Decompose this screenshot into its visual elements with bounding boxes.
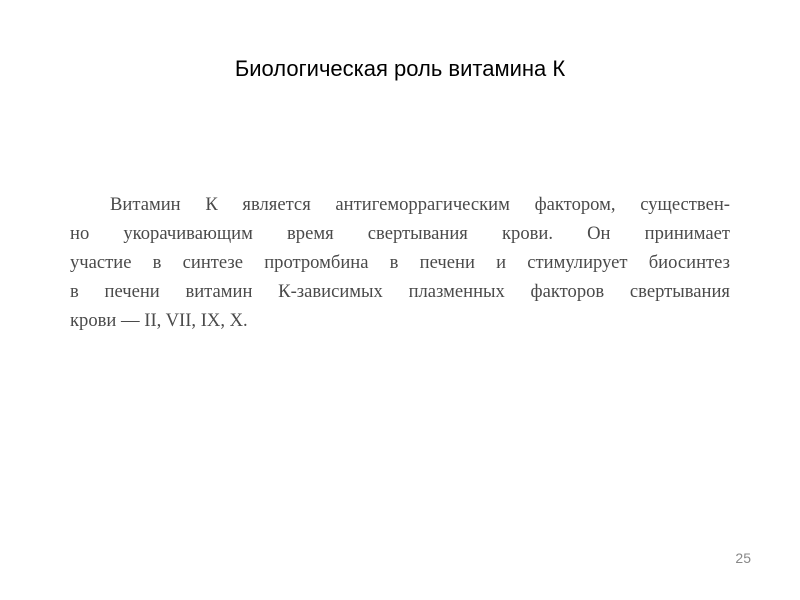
paragraph-line: но укорачивающим время свертывания крови. Он принимает bbox=[70, 223, 730, 244]
paragraph-line: Витамин К является антигеморрагическим фактором, существен- bbox=[110, 194, 730, 215]
paragraph-line: крови — II, VII, IX, X. bbox=[70, 310, 248, 331]
page-number: 25 bbox=[735, 550, 751, 566]
scanned-text-image bbox=[70, 190, 730, 350]
paragraph-line: участие в синтезе протромбина в печени и стимулирует биосинтез bbox=[70, 252, 730, 273]
body-paragraph bbox=[70, 190, 730, 335]
slide-title: Биологическая роль витамина К bbox=[234, 56, 566, 81]
paragraph-line: в печени витамин К-зависимых плазменных факторов свертывания bbox=[70, 281, 730, 302]
